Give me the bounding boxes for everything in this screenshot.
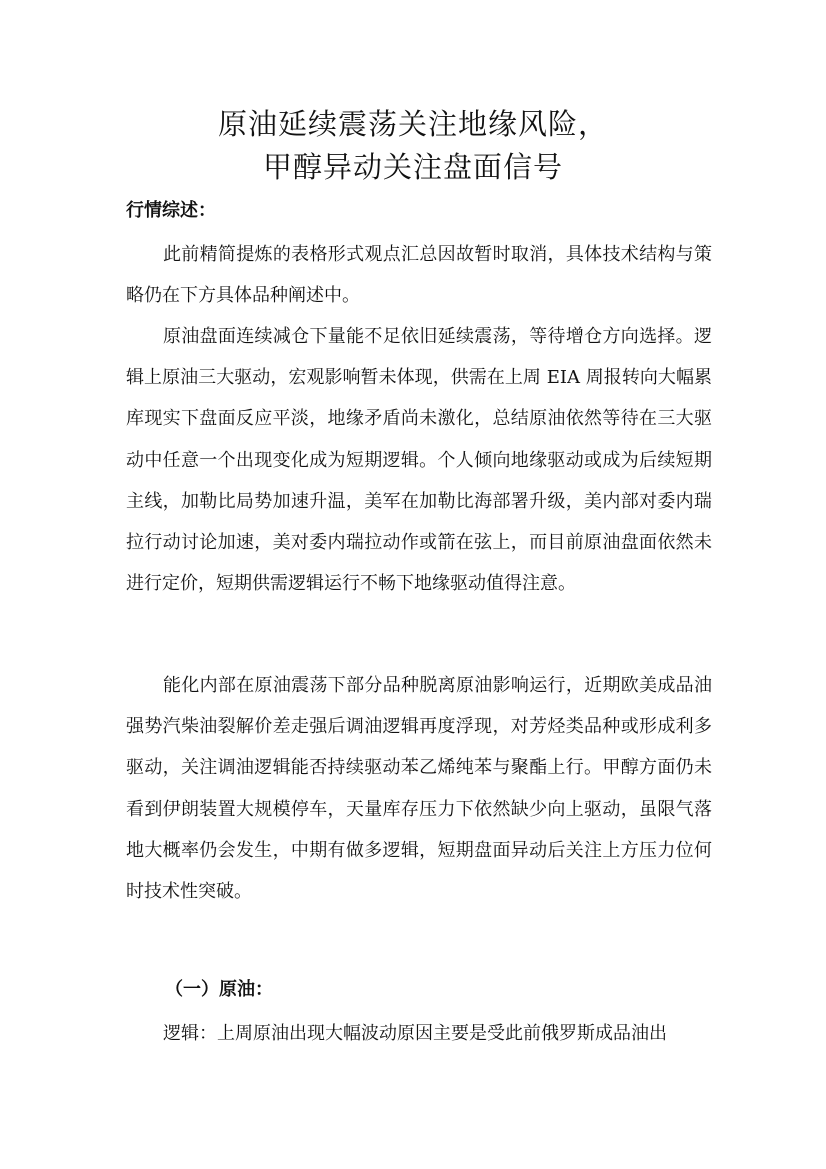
section-heading-crude-oil: （一）原油： bbox=[165, 979, 273, 1000]
paragraph-chemicals-overview: 能化内部在原油震荡下部分品种脱离原油影响运行，近期欧美成品油强势汽柴油裂解价差走强后调油逻辑再度浮现，对芳烃类品种或形成利多驱动，关注调油逻辑能否持续驱动苯乙烯纯苯与聚酯上行。甲醇方面仍未看到伊朗装置大规模停车，天量库存压力下依然缺少向上驱动，虽限气落地大概率仍会发生，中期有做多逻辑，短期盘面异动后关注上方压力位何时技术性突破。 bbox=[126, 675, 712, 903]
document-title-line-1: 原油延续震荡关注地缘风险， bbox=[217, 107, 608, 141]
document-title-line-2: 甲醇异动关注盘面信号 bbox=[262, 150, 563, 184]
paragraph-crude-overview: 原油盘面连续减仓下量能不足依旧延续震荡，等待增仓方向选择。逻辑上原油三大驱动，宏观影响暂未体现，供需在上周 EIA 周报转向大幅累库现实下盘面反应平淡，地缘矛盾尚未激化，总结原油依然等待在三大驱动中任意一个出现变化成为短期逻辑。个人倾向地缘驱动或成为后续短期主线，加勒比局势加速升温，美军在加勒比海部署升级，美内部对委内瑞拉行动讨论加速，美对委内瑞拉动作或箭在弦上，而目前原油盘面依然未进行定价，短期供需逻辑运行不畅下地缘驱动值得注意。 bbox=[126, 326, 712, 595]
section-heading-overview: 行情综述： bbox=[126, 200, 216, 221]
paragraph-summary-note: 此前精简提炼的表格形式观点汇总因故暂时取消，具体技术结构与策略仍在下方具体品种阐述中。 bbox=[126, 244, 712, 307]
paragraph-crude-logic: 逻辑：上周原油出现大幅波动原因主要是受此前俄罗斯成品油出 bbox=[163, 1023, 667, 1044]
